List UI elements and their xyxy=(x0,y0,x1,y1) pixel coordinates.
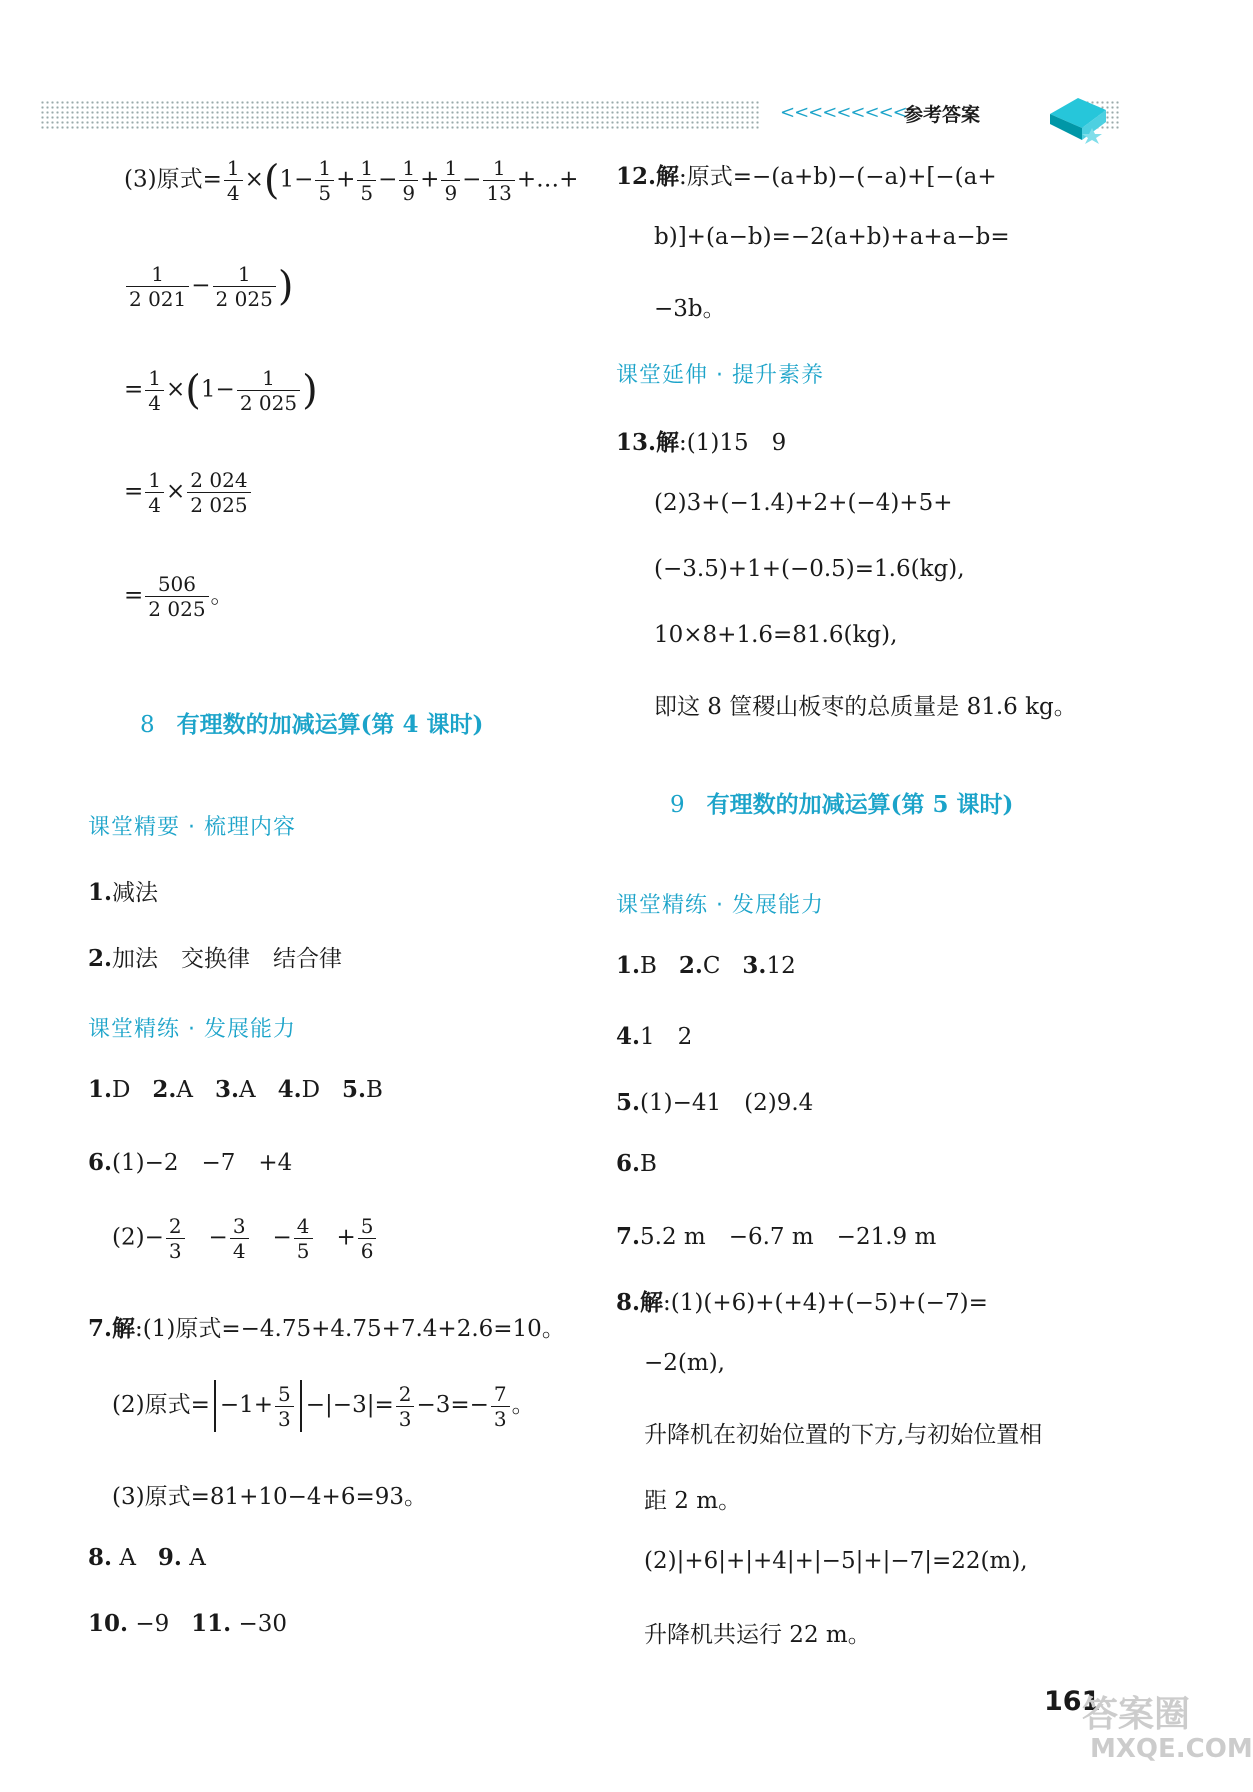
answer-r8-line4: 距 2 m。 xyxy=(644,1488,742,1514)
answers-1-5: 1.D 2.A 3.A 4.D 5.B xyxy=(88,1076,383,1103)
watermark-logo: 答案圈 xyxy=(1082,1694,1191,1735)
answer-7-part3: (3)原式=81+10−4+6=93。 xyxy=(112,1484,428,1510)
answer-12-line2: b)]+(a−b)=−2(a+b)+a+a−b= xyxy=(654,224,1010,250)
answer-r5: 5.(1)−41 (2)9.4 xyxy=(616,1089,814,1116)
answers-10-11: 10. −9 11. −30 xyxy=(88,1610,288,1637)
q3-line2: $\frac{1}{2 021}$ − $\frac{1}{2 025}$ ) xyxy=(124,262,293,311)
answer-12-line3: −3b。 xyxy=(654,296,726,322)
q3-line4: = $\frac{1}{4}$ × $\frac{2 024}{2 025}$ xyxy=(124,468,253,517)
answer-r8-line3: 升降机在初始位置的下方,与初始位置相 xyxy=(644,1422,1043,1448)
q3-line3: = $\frac{1}{4}$ ×(1− $\frac{1}{2 025}$ ) xyxy=(124,366,318,415)
page-number: 161 xyxy=(1044,1686,1101,1717)
watermark-url: MXQE.COM xyxy=(1090,1734,1253,1764)
answer-13-line2: (2)3+(−1.4)+2+(−4)+5+ xyxy=(654,490,953,516)
header-dot-band xyxy=(40,100,760,130)
lesson-8-title: 8 有理数的加减运算(第 4 课时) xyxy=(140,711,484,738)
answer-1: 1.减法 xyxy=(88,879,159,906)
answer-2: 2.加法 交换律 结合律 xyxy=(88,945,343,972)
answer-r6: 6.B xyxy=(616,1150,657,1177)
answer-13-line4: 10×8+1.6=81.6(kg), xyxy=(654,622,898,648)
answer-6-part2: (2)− $\frac{2}{3}$ − $\frac{3}{4}$ − $\frac{4}{5}$ + $\frac{5}{6}$ xyxy=(112,1214,378,1263)
q3-line1: (3)原式= $\frac{1}{4}$ ×(1− $\frac{1}{5}$ + $\frac{1}{5}$ − $\frac{1}{9}$ + $\frac{1}{9}$ − $\frac{1}{13}$ +…+ xyxy=(124,156,579,205)
answer-r8-line6: 升降机共运行 22 m。 xyxy=(644,1622,871,1648)
answer-r4: 4.1 2 xyxy=(616,1023,693,1050)
answer-r7: 7.5.2 m −6.7 m −21.9 m xyxy=(616,1223,937,1250)
answer-13-line3: (−3.5)+1+(−0.5)=1.6(kg), xyxy=(654,556,965,582)
header-title: 参考答案 xyxy=(904,104,981,126)
answer-r8: 8.解:(1)(+6)+(+4)+(−5)+(−7)= xyxy=(616,1289,988,1316)
q3-line5: = $\frac{506}{2 025}$ 。 xyxy=(124,572,234,621)
section-heading-4: 课堂精练 · 发展能力 xyxy=(616,893,824,918)
answer-13: 13.解:(1)15 9 xyxy=(616,429,787,456)
answer-r8-line5: (2)|+6|+|+4|+|−5|+|−7|=22(m), xyxy=(644,1548,1028,1574)
answers-r1-3: 1.B 2.C 3.12 xyxy=(616,952,796,979)
lesson-9-title: 9 有理数的加减运算(第 5 课时) xyxy=(670,791,1014,818)
answer-13-line5: 即这 8 筐稷山板枣的总质量是 81.6 kg。 xyxy=(654,694,1077,720)
answer-12: 12.解:原式=−(a+b)−(−a)+[−(a+ xyxy=(616,163,997,190)
answer-7-part2: (2)原式= −1+ $\frac{5}{3}$ −|−3|= $\frac{2}{3}$ −3=− $\frac{7}{3}$ 。 xyxy=(112,1381,535,1431)
cyan-star-cube-icon xyxy=(1042,84,1114,144)
answer-7: 7.解:(1)原式=−4.75+4.75+7.4+2.6=10。 xyxy=(88,1315,565,1342)
header-arrows: <<<<<<<<< xyxy=(780,102,907,123)
section-heading-1: 课堂精要 · 梳理内容 xyxy=(88,815,296,840)
section-heading-2: 课堂精练 · 发展能力 xyxy=(88,1017,296,1042)
answers-8-9: 8. A 9. A xyxy=(88,1544,206,1571)
section-heading-3: 课堂延伸 · 提升素养 xyxy=(616,363,824,388)
answer-6: 6.(1)−2 −7 +4 xyxy=(88,1149,293,1176)
answer-r8-line2: −2(m), xyxy=(644,1350,725,1376)
